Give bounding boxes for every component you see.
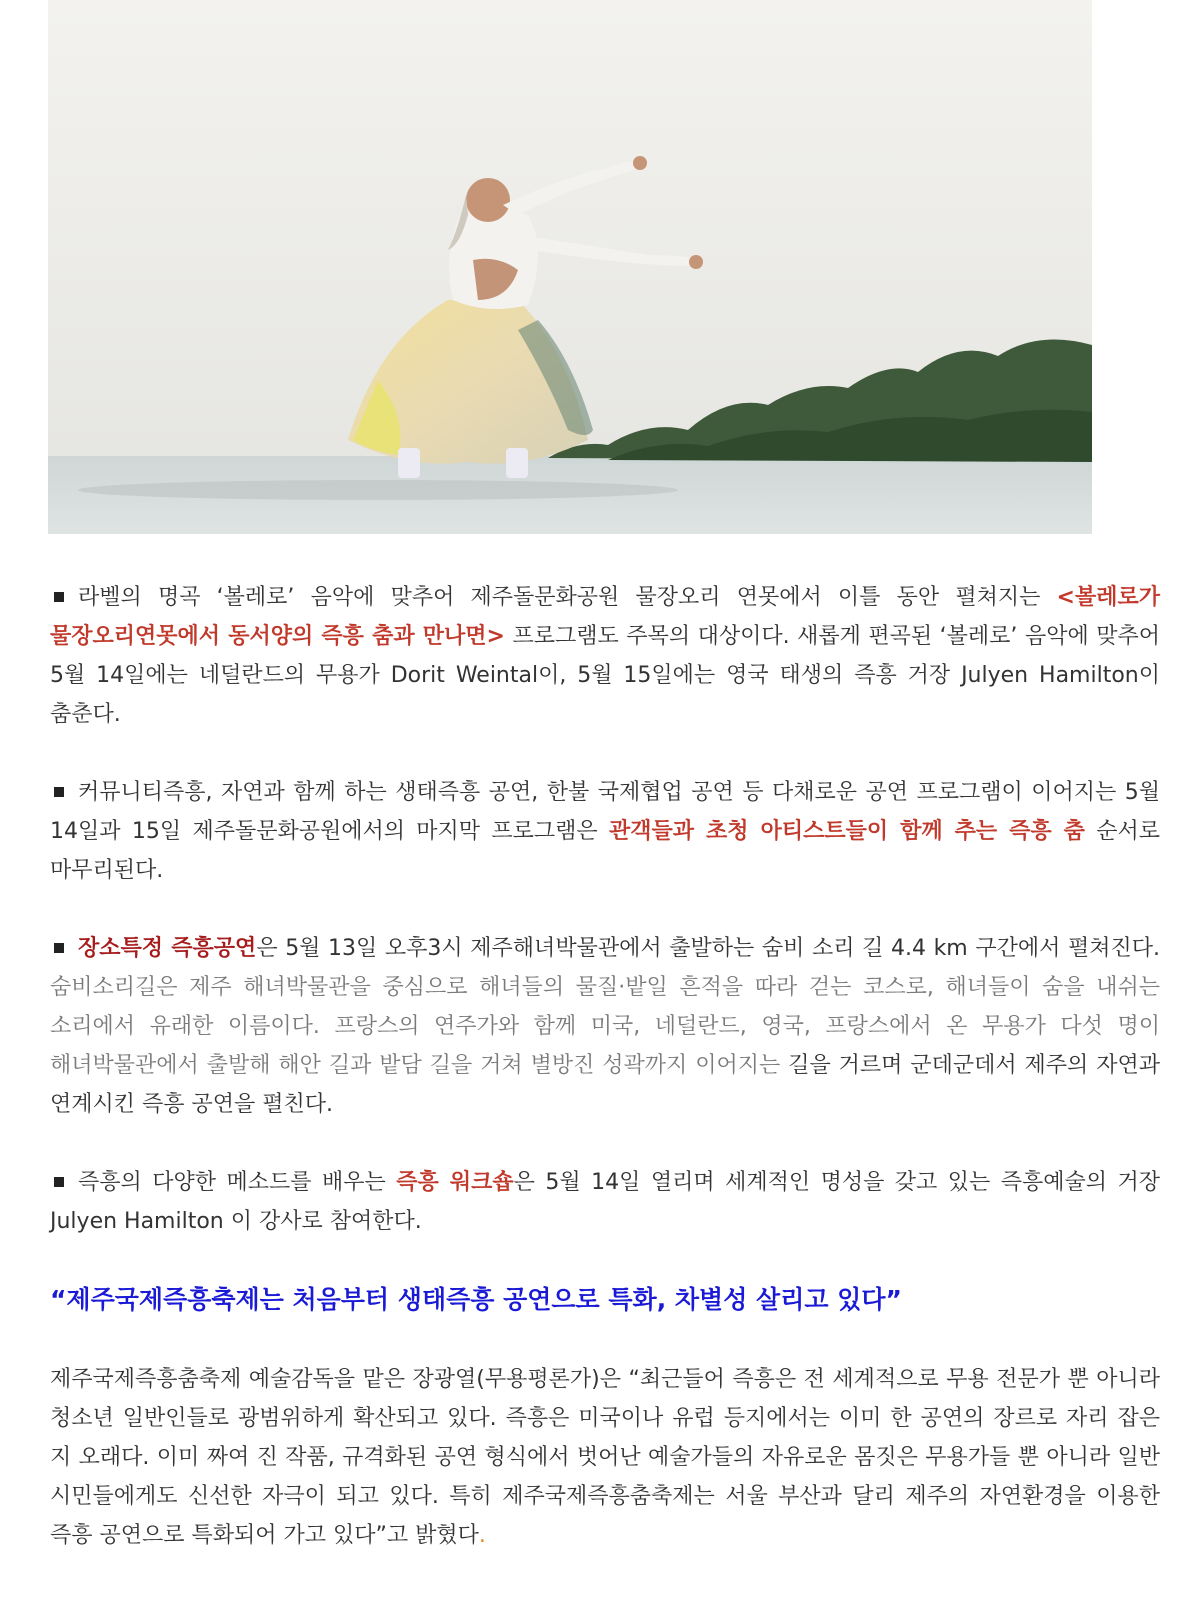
paragraph-community: 커뮤니티즉흥, 자연과 함께 하는 생태즉흥 공연, 한불 국제협업 공연 등 다채로운 공연 프로그램이 이어지는 5월 14일과 15일 제주돌문화공원에서의 마지막 프로그램은 관객들과 초청 아티스트들이 함께 추는 즉흥 춤 순서로 마무리된다. xyxy=(50,780,1161,883)
square-bullet-icon xyxy=(54,943,64,953)
square-bullet-icon xyxy=(54,592,64,602)
closing-program-highlight: 관객들과 초청 아티스트들이 함께 추는 즉흥 춤 xyxy=(609,819,1085,844)
workshop-highlight: 즉흥 워크숍 xyxy=(396,1170,514,1195)
square-bullet-icon xyxy=(54,787,64,797)
paragraph-bolero: 라벨의 명곡 ‘볼레로’ 음악에 맞추어 제주돌문화공원 물장오리 연못에서 이틀 동안 펼쳐지는 <볼레로가 물장오리연못에서 동서양의 즉흥 춤과 만나면> 프로그램도 주목의 대상이다. 새롭게 편곡된 ‘볼레로’ 음악에 맞추어 5월 14일에는 네덜란드의 무용가 Dorit Weintal이, 5월 15일에는 영국 태생의 즉흥 거장 Julyen Hamilton이 춤춘다. xyxy=(50,585,1160,727)
paragraph-workshop: 즉흥의 다양한 메소드를 배우는 즉흥 워크숍은 5월 14일 열리며 세계적인 명성을 갖고 있는 즉흥예술의 거장 Julyen Hamilton 이 강사로 참여한다. xyxy=(50,1170,1161,1234)
site-specific-highlight: 장소특정 즉흥공연 xyxy=(78,936,257,961)
paragraph-director-quote: 제주국제즉흥춤축제 예술감독을 맡은 장광열(무용평론가)은 “최근들어 즉흥은 전 세계적으로 무용 전문가 뿐 아니라 청소년 일반인들로 광범위하게 확산되고 있다. 즉흥은 미국이나 유럽 등지에서는 이미 한 공연의 장르로 자리 잡은 지 오래다. 이미 짜여 진 작품, 규격화된 공연 형식에서 벗어난 예술가들의 자유로운 몸짓은 무용가들 뿐 아니라 일반 시민들에게도 신선한 자극이 되고 있다. 특히 제주국제즉흥춤축제는 서울 부산과 달리 제주의 자연환경을 이용한 즉흥 공연으로 특화되어 가고 있다”고 밝혔다. xyxy=(50,1367,1160,1548)
dancer-photo xyxy=(48,0,1092,534)
paragraph-site-specific: 장소특정 즉흥공연은 5월 13일 오후3시 제주해녀박물관에서 출발하는 숨비 소리 길 4.4 km 구간에서 펼쳐진다. 숨비소리길은 제주 해녀박물관을 중심으로 해녀들의 물질·밭일 흔적을 따라 걷는 코스로, 해녀들이 숨을 내쉬는 소리에서 유래한 이름이다. 프랑스의 연주가와 함께 미국, 네덜란드, 영국, 프랑스에서 온 무용가 다섯 명이 해녀박물관에서 출발해 해안 길과 밭담 길을 거쳐 별방진 성곽까지 이어지는 길을 거르며 군데군데서 제주의 자연과 연계시킨 즉흥 공연을 펼친다. xyxy=(50,936,1160,1117)
square-bullet-icon xyxy=(54,1177,64,1187)
article-body xyxy=(50,578,1160,1594)
sumbi-route-description: 숨비소리길은 제주 해녀박물관을 중심으로 해녀들의 물질·밭일 흔적을 따라 걷는 코스로, 해녀들이 숨을 내쉬는 소리에서 유래한 이름이다. 프랑스의 연주가와 함께 미국, 네덜란드, 영국, 프랑스에서 온 무용가 다섯 명이 해녀박물관에서 출발해 해안 길과 밭담 길을 거쳐 별방진 성곽까지 이어지는 xyxy=(50,975,1160,1078)
program-highlight: <볼레로가 물장오리연못에서 동서양의 즉흥 춤과 만나면> xyxy=(50,585,1160,649)
section-heading: “제주국제즉흥축제는 처음부터 생태즉흥 공연으로 특화, 차별성 살리고 있다” xyxy=(50,1285,902,1314)
photo-illustration xyxy=(48,0,1092,534)
